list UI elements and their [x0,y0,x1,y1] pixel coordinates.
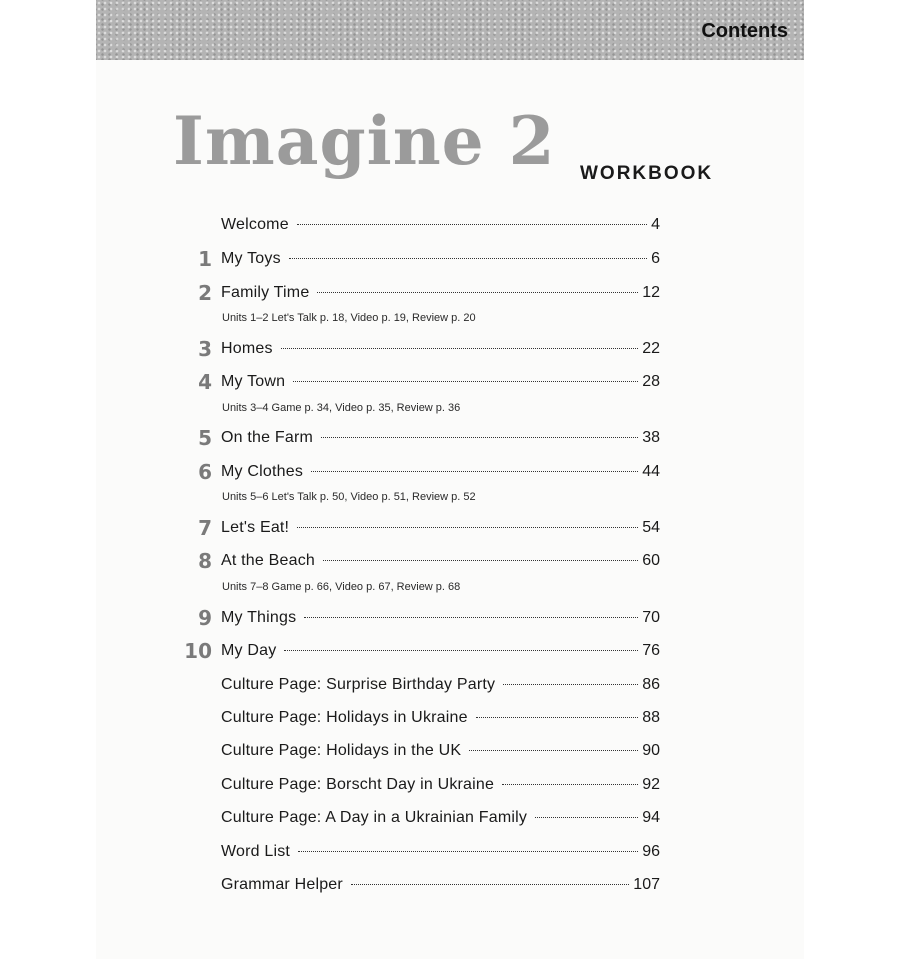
entry-title: My Clothes [221,463,304,480]
unit-number: 3 [198,337,212,361]
review-note-units-1-2: Units 1–2 Let's Talk p. 18, Video p. 19, Review p. 20 [222,312,476,324]
dot-leader [297,527,638,528]
book-subtitle: WORKBOOK [580,163,714,184]
toc-entry-unit-4[interactable] [180,370,660,394]
dot-leader [298,851,638,852]
page-number: 6 [651,250,660,267]
entry-title: Family Time [221,284,310,301]
toc-entry-unit-5[interactable] [180,426,660,450]
page-number: 70 [642,609,660,626]
page-number: 22 [642,340,660,357]
entry-title: Culture Page: Holidays in Ukraine [221,709,468,726]
dot-leader [311,471,638,472]
toc-entry-culture-birthday[interactable] [180,673,660,697]
unit-number: 7 [198,516,212,540]
dot-leader [281,348,639,349]
page-number: 44 [642,463,660,480]
entry-title: My Town [221,373,286,390]
dot-leader [321,437,638,438]
unit-number: 2 [198,281,212,305]
toc-entry-unit-8[interactable] [180,549,660,573]
toc-entry-unit-1[interactable] [180,247,660,271]
unit-number: 1 [198,247,212,271]
dot-leader [502,784,638,785]
entry-title: My Toys [221,250,281,267]
toc-entry-unit-7[interactable] [180,516,660,540]
page-number: 90 [642,742,660,759]
dot-leader [476,717,638,718]
dot-leader [351,884,629,885]
entry-title: Culture Page: Holidays in the UK [221,742,462,759]
toc-entry-unit-9[interactable] [180,606,660,630]
entry-title: Welcome [221,216,289,233]
entry-title: My Things [221,609,297,626]
toc-entry-unit-2[interactable] [180,281,660,305]
page-number: 92 [642,776,660,793]
page-number: 76 [642,642,660,659]
page-number: 12 [642,284,660,301]
review-note-units-3-4: Units 3–4 Game p. 34, Video p. 35, Review p. 36 [222,402,461,414]
toc-entry-culture-borscht-day[interactable] [180,773,660,797]
page-number: 107 [633,876,660,893]
dot-leader [297,224,647,225]
page-number: 96 [642,843,660,860]
page-number: 4 [651,216,660,233]
entry-title: Culture Page: Surprise Birthday Party [221,676,496,693]
dot-leader [289,258,647,259]
entry-title: Homes [221,340,273,357]
page-number: 86 [642,676,660,693]
page-number: 38 [642,429,660,446]
review-note-units-5-6: Units 5–6 Let's Talk p. 50, Video p. 51, Review p. 52 [222,491,476,503]
book-title: Imagine 2 [173,102,556,180]
toc-entry-culture-ukrainian-family[interactable] [180,806,660,830]
unit-number: 8 [198,549,212,573]
review-note-units-7-8: Units 7–8 Game p. 66, Video p. 67, Review p. 68 [222,581,461,593]
dot-leader [469,750,638,751]
toc-entry-grammar-helper[interactable] [180,873,660,897]
dot-leader [317,292,638,293]
entry-title: On the Farm [221,429,314,446]
entry-title: At the Beach [221,552,316,569]
dot-leader [284,650,638,651]
unit-number: 10 [184,639,212,663]
toc-entry-culture-holidays-uk[interactable] [180,739,660,763]
toc-entry-unit-3[interactable] [180,337,660,361]
unit-number: 5 [198,426,212,450]
dot-leader [323,560,638,561]
entry-title: Word List [221,843,291,860]
unit-number: 9 [198,606,212,630]
entry-title: My Day [221,642,277,659]
toc-entry-word-list[interactable] [180,840,660,864]
dot-leader [503,684,638,685]
entry-title: Grammar Helper [221,876,343,893]
page-number: 94 [642,809,660,826]
toc-entry-culture-holidays-ukraine[interactable] [180,706,660,730]
unit-number: 4 [198,370,212,394]
dot-leader [304,617,638,618]
unit-number: 6 [198,460,212,484]
entry-title: Culture Page: A Day in a Ukrainian Family [221,809,528,826]
dot-leader [535,817,638,818]
toc-entry-unit-6[interactable] [180,460,660,484]
dot-leader [293,381,638,382]
page-number: 88 [642,709,660,726]
section-label: Contents [701,20,788,42]
page-number: 28 [642,373,660,390]
toc-entry-unit-10[interactable] [180,639,660,663]
toc-entry-welcome[interactable] [180,213,660,237]
page-number: 54 [642,519,660,536]
entry-title: Let's Eat! [221,519,290,536]
page-number: 60 [642,552,660,569]
entry-title: Culture Page: Borscht Day in Ukraine [221,776,495,793]
